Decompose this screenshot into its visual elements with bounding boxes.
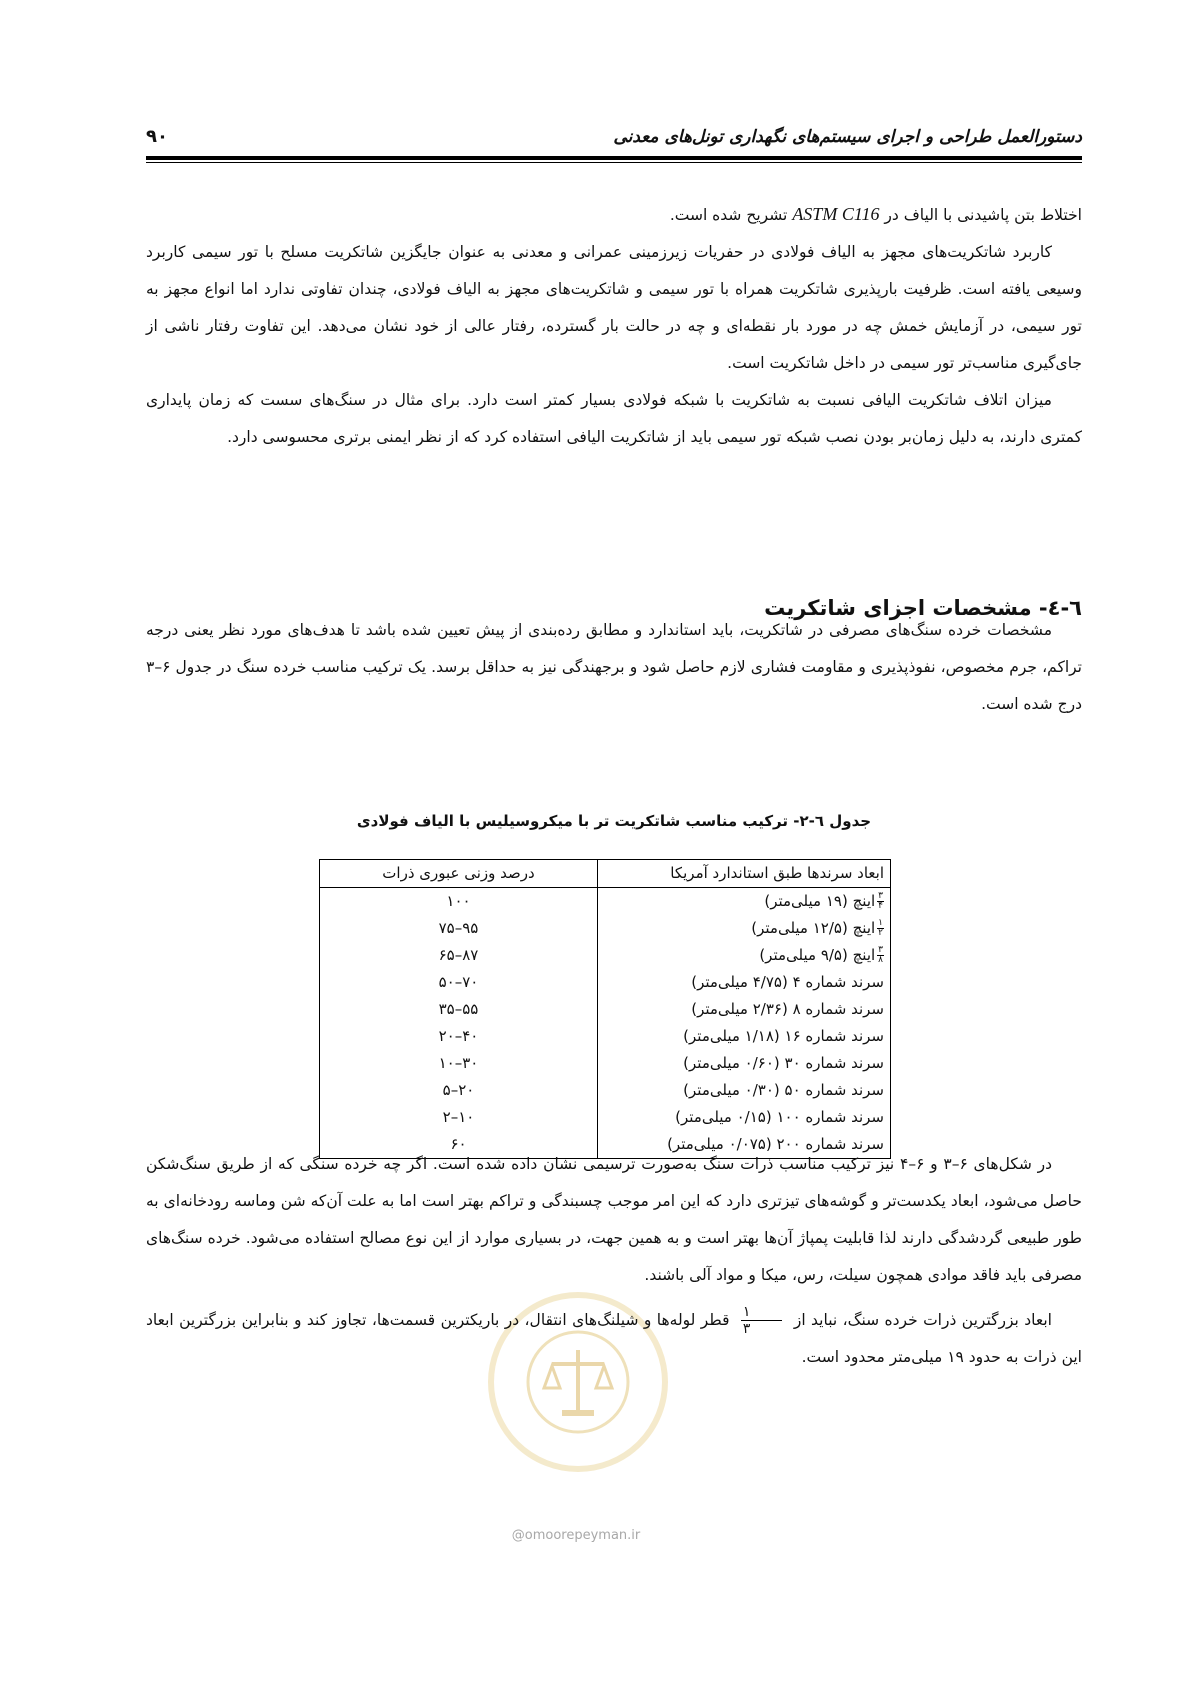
inch-fraction: $\frac{۳}{۴}$ xyxy=(878,891,883,911)
header-rule-thick xyxy=(146,156,1082,160)
sieve-size-cell: سرند شماره ۱۶ (۱/۱۸ میلی‌متر) xyxy=(598,1023,891,1050)
table-row xyxy=(320,1104,891,1131)
paragraph-6-start: ابعاد بزرگترین ذرات خرده سنگ، نباید از xyxy=(793,1311,1052,1329)
watermark-url: @omoorepeyman.ir xyxy=(511,1528,641,1543)
paragraph-1 xyxy=(146,196,1082,234)
section-heading: ٦-٤- مشخصات اجزای شاتکریت xyxy=(764,596,1082,620)
paragraph-4: مشخصات خرده سنگ‌های مصرفی در شاتکریت، باید استاندارد و مطابق رده‌بندی از پیش تعیین شده باشد تا هدف‌های مورد نظر یعنی درجه تراکم، جرم مخصوص، نفوذپذیری و مقاومت فشاری لازم حاصل شود و برجهندگی نیز به حداقل برسد. یک ترکیب مناسب خرده سنگ در جدول ۶–۳ درج شده است. xyxy=(146,621,1082,713)
sieve-size-cell: $\frac{۳}{۸}$ اینچ (۹/۵ میلی‌متر) xyxy=(598,942,891,969)
passing-percent-cell: ۴۰–۲۰ xyxy=(320,1023,598,1050)
passing-percent-cell: ۵۵–۳۵ xyxy=(320,996,598,1023)
table-header-row xyxy=(320,860,891,888)
inch-fraction: $\frac{۳}{۸}$ xyxy=(878,945,883,965)
table-row xyxy=(320,996,891,1023)
body-block-3 xyxy=(146,1146,1082,1376)
sieve-size-cell: سرند شماره ۵۰ (۰/۳۰ میلی‌متر) xyxy=(598,1077,891,1104)
table-row xyxy=(320,969,891,996)
header-passing-percent: درصد وزنی عبوری ذرات xyxy=(320,860,598,888)
passing-percent-cell: ۶۰ xyxy=(320,1131,598,1159)
sieve-size-cell: سرند شماره ۱۰۰ (۰/۱۵ میلی‌متر) xyxy=(598,1104,891,1131)
paragraph-1-text: اختلاط بتن پاشیدنی با الیاف در xyxy=(884,206,1082,224)
paragraph-6 xyxy=(146,1302,1082,1376)
passing-percent-cell: ۷۰–۵۰ xyxy=(320,969,598,996)
paragraph-5: در شکل‌های ۶–۳ و ۶–۴ نیز ترکیب مناسب ذرات سنگ به‌صورت ترسیمی نشان داده شده است. اگر چه خرده سنگی که از طریق سنگ‌شکن حاصل می‌شود، ابعاد یکدست‌تر و گوشه‌های تیزتری دارد که این امر موجب چسبندگی و تراکم بهتر است اما به علت آن‌که شن وماسه رودخانه‌ای به طور طبیعی گردشدگی دارند لذا قابلیت پمپاژ آن‌ها بهتر است و به همین جهت، در بسیاری موارد از این نوع مصالح استفاده می‌شود. خرده سنگ‌های مصرفی باید فاقد موادی همچون سیلت، رس، میکا و مواد آلی باشند. xyxy=(146,1155,1082,1284)
table-row xyxy=(320,888,891,916)
table-row xyxy=(320,1050,891,1077)
sieve-size-cell: سرند شماره ۲۰۰ (۰/۰۷۵ میلی‌متر) xyxy=(598,1131,891,1159)
table-row xyxy=(320,942,891,969)
passing-percent-cell: ۱۰۰ xyxy=(320,888,598,916)
paragraph-2: کاربرد شاتکریت‌های مجهز به الیاف فولادی در حفریات زیرزمینی عمرانی و معدنی به عنوان جایگزین شاتکریت مسلح با تور سیمی کاربرد وسیعی یافته است. ظرفیت بارپذیری شاتکریت همراه با تور سیمی و شاتکریت‌های مجهز به الیاف فولادی، چندان تفاوتی ندارد اما انواع مجهز به تور سیمی، در آزمایش خمش چه در مورد بار نقطه‌ای و چه در حالت بار گسترده، رفتار عالی از خود نشان می‌دهد. این تفاوت رفتار ناشی از جای‌گیری مناسب‌تر تور سیمی در داخل شاتکریت است. xyxy=(146,243,1082,372)
table-caption: جدول ٦-٢- ترکیب مناسب شاتکریت تر با میکروسیلیس با الیاف فولادی xyxy=(356,812,872,830)
sieve-size-cell: سرند شماره ۴ (۴/۷۵ میلی‌متر) xyxy=(598,969,891,996)
one-third-fraction: $\frac{۱}{۳}$ xyxy=(741,1304,783,1337)
sieve-size-cell: سرند شماره ۸ (۲/۳۶ میلی‌متر) xyxy=(598,996,891,1023)
paragraph-1-end: تشریح شده است. xyxy=(669,206,788,224)
paragraph-6-end: قطر لوله‌ها و شیلنگ‌های انتقال، در باریکترین قسمت‌ها، تجاوز کند و بنابراین بزرگترین ابعاد این ذرات به حدود ۱۹ میلی‌متر محدود است. xyxy=(146,1311,1082,1366)
header-title: دستورالعمل طراحی و اجرای سیستم‌های نگهداری تونل‌های معدنی xyxy=(613,127,1082,147)
body-block-2 xyxy=(146,612,1082,723)
passing-percent-cell: ۸۷–۶۵ xyxy=(320,942,598,969)
passing-percent-cell: ۹۵–۷۵ xyxy=(320,915,598,942)
sieve-size-cell: سرند شماره ۳۰ (۰/۶۰ میلی‌متر) xyxy=(598,1050,891,1077)
sieve-size-cell: $\frac{۳}{۴}$ اینچ (۱۹ میلی‌متر) xyxy=(598,888,891,916)
passing-percent-cell: ۳۰–۱۰ xyxy=(320,1050,598,1077)
header-rule-thin xyxy=(146,162,1082,163)
body-block-1 xyxy=(146,196,1082,456)
astm-standard: ASTM C116 xyxy=(792,204,880,224)
header-sieve-size: ابعاد سرندها طبق استاندارد آمریکا xyxy=(598,860,891,888)
inch-fraction: $\frac{۱}{۲}$ xyxy=(878,918,883,938)
paragraph-3: میزان اتلاف شاتکریت الیافی نسبت به شاتکریت با شبکه فولادی بسیار کمتر است دارد. برای مثال در سنگ‌های سست که زمان پایداری کمتری دارند، به دلیل زمان‌بر بودن نصب شبکه تور سیمی باید از شاتکریت الیافی استفاده کرد که از نظر ایمنی برتری محسوسی دارد. xyxy=(146,391,1082,446)
table-row xyxy=(320,1077,891,1104)
table-row xyxy=(320,915,891,942)
page-header xyxy=(146,126,1082,147)
sieve-table xyxy=(319,859,891,1159)
passing-percent-cell: ۲۰–۵ xyxy=(320,1077,598,1104)
sieve-size-cell: $\frac{۱}{۲}$ اینچ (۱۲/۵ میلی‌متر) xyxy=(598,915,891,942)
passing-percent-cell: ۱۰–۲ xyxy=(320,1104,598,1131)
page-number: ۹۰ xyxy=(146,126,168,147)
table-row xyxy=(320,1023,891,1050)
